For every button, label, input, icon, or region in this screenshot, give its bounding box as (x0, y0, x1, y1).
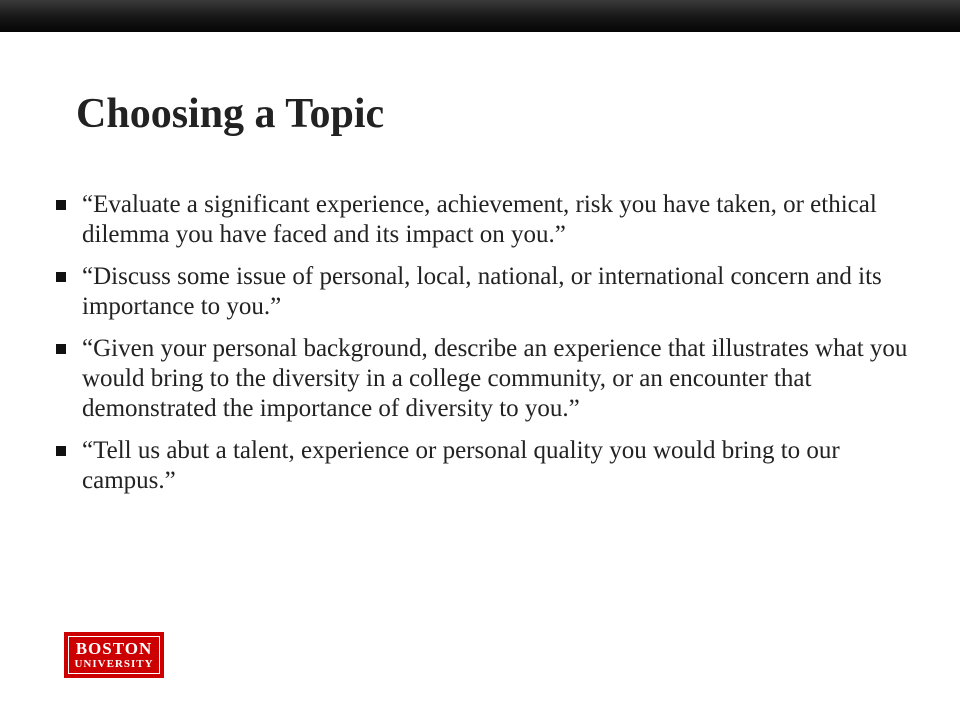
bullet-text: “Given your personal background, describe an experience that illustrates what you would bring to the diversity in a college community, or an encounter that demonstrated the importance of diversity to you.” (82, 335, 908, 422)
bullet-list (56, 190, 926, 508)
bullet-text: “Discuss some issue of personal, local, national, or international concern and its importance to you.” (82, 263, 882, 320)
square-bullet-icon (56, 272, 66, 282)
bullet-text: “Tell us abut a talent, experience or personal quality you would bring to our campus.” (82, 437, 840, 494)
top-bar (0, 0, 960, 32)
logo-line-university: UNIVERSITY (74, 658, 154, 670)
bullet-item (56, 436, 926, 496)
logo-line-boston: BOSTON (75, 639, 153, 658)
slide-title: Choosing a Topic (76, 91, 385, 137)
bullet-item (56, 262, 926, 322)
square-bullet-icon (56, 344, 66, 354)
bullet-text: “Evaluate a significant experience, achievement, risk you have taken, or ethical dilemma you have faced and its impact on you.” (82, 191, 877, 248)
boston-university-logo (64, 632, 164, 678)
square-bullet-icon (56, 200, 66, 210)
bullet-item (56, 334, 926, 424)
bullet-item (56, 190, 926, 250)
square-bullet-icon (56, 446, 66, 456)
